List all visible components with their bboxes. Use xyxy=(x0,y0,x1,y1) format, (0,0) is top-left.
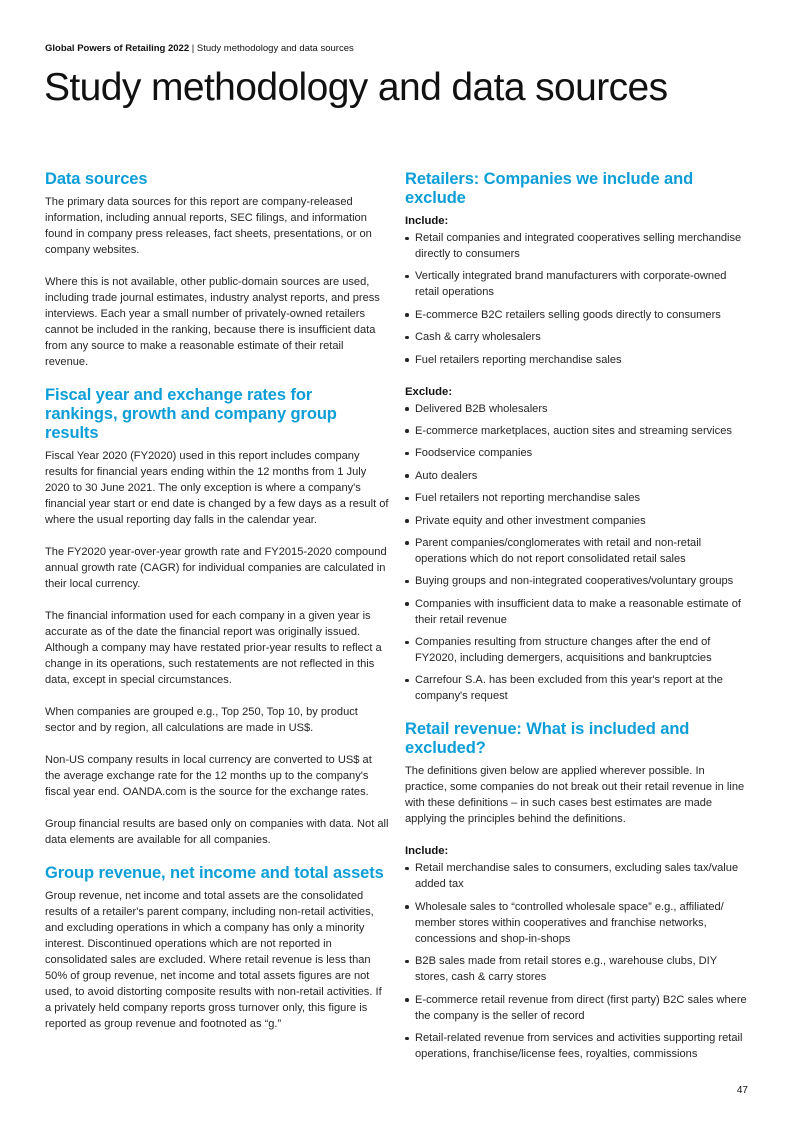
group-revenue-section xyxy=(45,864,389,1032)
retailers-section xyxy=(405,170,749,704)
list-item: Delivered B2B wholesalers xyxy=(405,401,749,417)
data-sources-paragraph-2: Where this is not available, other public-domain sources are used, including trade journal estimates, industry analyst reports, and press interviews. Each year a small number of privately-owned retailers cannot be included in the ranking, because there is insufficient data from any source to make a reasonable estimate of their retail revenue. xyxy=(45,276,380,368)
list-item: Wholesale sales to “controlled wholesale space” e.g., affiliated/ member stores within cooperatives and franchise networks, concessions and shop-in-shops xyxy=(405,899,749,947)
retailers-include-label: Include: xyxy=(405,215,449,227)
list-item: Companies with insufficient data to make a reasonable estimate of their retail revenue xyxy=(405,596,749,628)
fiscal-year-paragraph-1: Fiscal Year 2020 (FY2020) used in this report includes company results for financial years ending within the 12 months from 1 July 2020 to 30 June 2021. The only exception is where a company's financial year start or end date is changed by a few days as a result of where the usual reporting day falls in the calendar year. xyxy=(45,450,389,526)
breadcrumb xyxy=(45,43,354,54)
right-column xyxy=(405,170,749,1078)
breadcrumb-separator: | xyxy=(191,43,195,54)
retailers-heading: Retailers: Companies we include and exclude xyxy=(405,170,694,207)
list-item: Retail companies and integrated cooperatives selling merchandise directly to consumers xyxy=(405,230,749,262)
breadcrumb-section: Study methodology and data sources xyxy=(196,43,354,54)
fiscal-year-paragraph-4: When companies are grouped e.g., Top 250, Top 10, by product sector and by region, all calculations are made in US$. xyxy=(45,706,358,734)
fiscal-year-heading: Fiscal year and exchange rates for rankings, growth and company group results xyxy=(45,386,337,442)
retail-revenue-include-label: Include: xyxy=(405,845,449,858)
list-item: Cash & carry wholesalers xyxy=(405,329,749,345)
fiscal-year-paragraph-2: The FY2020 year-over-year growth rate and FY2015-2020 compound annual growth rate (CAGR) for individual companies are calculated in their local currency. xyxy=(45,546,387,590)
list-item: Retail-related revenue from services and activities supporting retail operations, franchise/license fees, royalties, commissions xyxy=(405,1030,749,1062)
list-item: E-commerce B2C retailers selling goods directly to consumers xyxy=(405,307,749,323)
fiscal-year-paragraph-3: The financial information used for each company in a given year is accurate as of the date the financial report was originally issued. Although a company may have restated prior-year results to reflect a change in its operations, such restatements are not reflected in this data, except in special circumstances. xyxy=(45,610,382,686)
fiscal-year-paragraph-5: Non-US company results in local currency are converted to US$ at the average exchange rate for the 12 months up to the company's fiscal year end. OANDA.com is the source for the exchange rates. xyxy=(45,754,372,798)
list-item: Companies resulting from structure changes after the end of FY2020, including demergers, acquisitions and bankruptcies xyxy=(405,634,749,666)
list-item: Parent companies/conglomerates with retail and non-retail operations which do not report consolidated retail sales xyxy=(405,535,749,567)
data-sources-section xyxy=(45,170,389,370)
list-item: Fuel retailers not reporting merchandise sales xyxy=(405,490,749,506)
list-item: Buying groups and non-integrated cooperatives/voluntary groups xyxy=(405,573,749,589)
group-revenue-paragraph-1: Group revenue, net income and total assets are the consolidated results of a retailer's parent company, including non-retail activities, and excluding operations in which a company has only a minority interest. Discontinued operations which are not reported in consolidated sales are excluded. Where retail revenue is less than 50% of group revenue, net income and total assets figures are not used, to avoid distorting composite results with non-retail activities. If a privately held company reports gross turnover only, this figure is reported as group revenue and footnoted as “g.” xyxy=(45,890,382,1030)
group-revenue-heading: Group revenue, net income and total assets xyxy=(45,864,384,882)
list-item: B2B sales made from retail stores e.g., warehouse clubs, DIY stores, cash & carry stores xyxy=(405,953,749,985)
retail-revenue-heading: Retail revenue: What is included and excluded? xyxy=(405,720,690,758)
retailers-include-list xyxy=(405,230,749,368)
data-sources-heading: Data sources xyxy=(45,170,148,188)
page-title: Study methodology and data sources xyxy=(44,66,668,109)
list-item: Fuel retailers reporting merchandise sales xyxy=(405,352,749,368)
fiscal-year-paragraph-6: Group financial results are based only on companies with data. Not all data elements are available for all companies. xyxy=(45,818,389,846)
left-column xyxy=(45,170,389,1048)
retail-revenue-intro: The definitions given below are applied wherever possible. In practice, some companies do not break out their retail revenue in line with these definitions – in such cases best estimates are made applying the principles behind the definitions. xyxy=(405,765,745,826)
data-sources-paragraph-1: The primary data sources for this report are company-released information, including annual reports, SEC filings, and information found in company press releases, fact sheets, presentations, or on company websites. xyxy=(45,196,372,256)
list-item: E-commerce marketplaces, auction sites and streaming services xyxy=(405,423,749,439)
list-item: Private equity and other investment companies xyxy=(405,513,749,529)
retail-revenue-include-list xyxy=(405,860,749,1062)
list-item: Auto dealers xyxy=(405,468,749,484)
list-item: E-commerce retail revenue from direct (first party) B2C sales where the company is the seller of record xyxy=(405,992,749,1024)
list-item: Carrefour S.A. has been excluded from this year's report at the company's request xyxy=(405,672,749,704)
fiscal-year-section xyxy=(45,386,389,848)
retailers-exclude-list xyxy=(405,401,749,705)
list-item: Retail merchandise sales to consumers, excluding sales tax/value added tax xyxy=(405,860,749,892)
page-number: 47 xyxy=(736,1085,748,1096)
report-name: Global Powers of Retailing 2022 xyxy=(45,43,190,54)
list-item: Vertically integrated brand manufacturers with corporate-owned retail operations xyxy=(405,268,749,300)
retail-revenue-section xyxy=(405,720,749,1062)
list-item: Foodservice companies xyxy=(405,445,749,461)
retailers-exclude-label: Exclude: xyxy=(405,385,453,398)
